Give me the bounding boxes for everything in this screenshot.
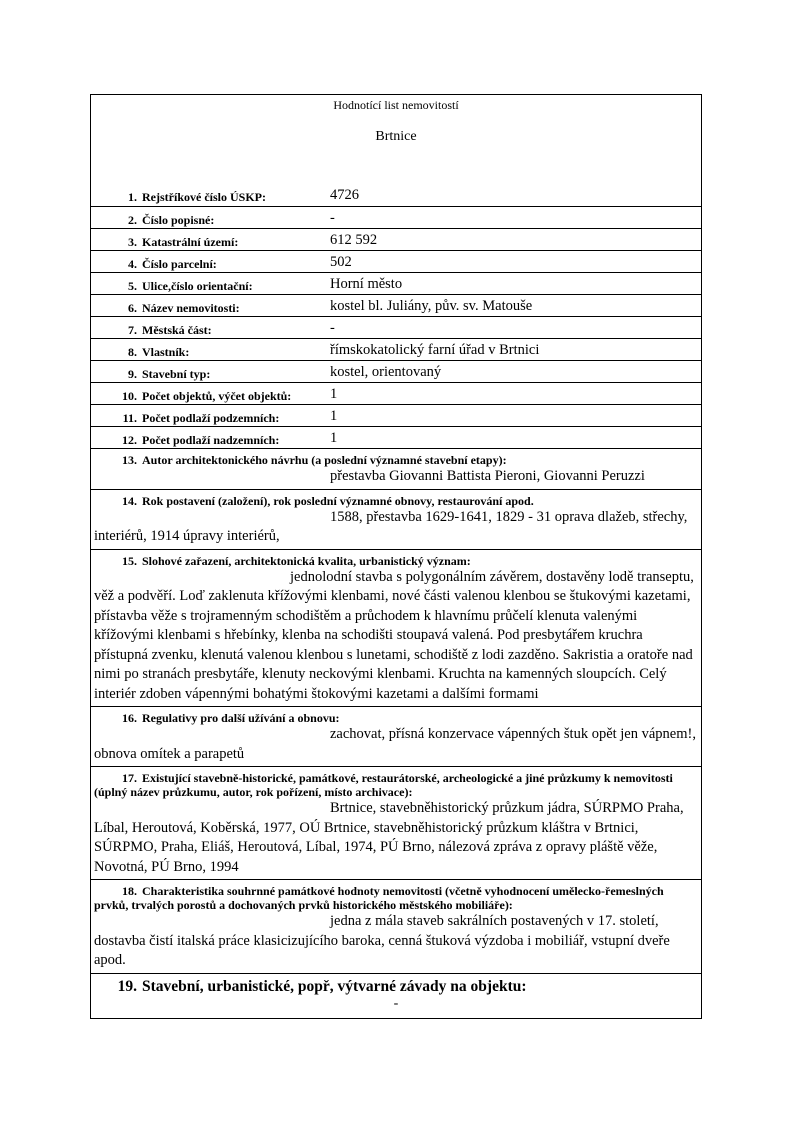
field-row-10 <box>91 383 701 405</box>
section-13 <box>91 449 701 490</box>
section-14 <box>91 490 701 550</box>
field-label: Číslo parcelní: <box>142 257 217 271</box>
field-number: 11. <box>122 411 137 425</box>
section-label: Existující stavebně-historické, památkové, restaurátorské, archeologické a jiné průzkumy k nemovitosti (úplný název průzkumu, autor, rok pořízení, místo archivace): <box>94 771 673 799</box>
field-row-6 <box>91 295 701 317</box>
section-text: jednolodní stavba s polygonálním závěrem, dostavěny lodě transeptu, věž a podvěří. Loď zaklenuta křížovými klenbami, nové části valenou klenbou se štukovými kazetami, přístavba věže s trojramenným schodištěm a průchodem k hlavnímu průčelí klenuta valenými křížovými klenbami s hřebínky, klenba na schodišti stoupavá valená. Pod presbytářem kruchra přístupná zvenku, klenutá valenou klenbou s lunetami, schodiště z lodi zazděno. Sakristia a oratoře nad nimi po stranách presbytáře, klenuty neckovými klenbami. Kruchta na kamenných sloupcích. Celý interiér zdoben vápennými bohatými štokovými kazetami a dalšími formami <box>94 568 694 702</box>
field-number: 12. <box>122 433 137 447</box>
section-number: 17. <box>122 771 137 785</box>
section-heading <box>94 554 698 568</box>
field-label: Vlastník: <box>142 345 190 359</box>
field-row-1 <box>91 184 701 206</box>
field-label: Katastrální území: <box>142 235 239 249</box>
section-number: 14. <box>122 493 137 508</box>
field-number: 5. <box>128 279 137 293</box>
section-label: Rok postavení (založení), rok poslední významné obnovy, restaurování apod. <box>142 493 534 508</box>
section-label: Slohové zařazení, architektonická kvalita, urbanistický význam: <box>142 553 471 568</box>
section-17 <box>91 767 701 880</box>
field-value: kostel bl. Juliány, pův. sv. Matouše <box>330 298 533 314</box>
document-title: Hodnotící list nemovitostí <box>333 98 459 112</box>
field-value: 1 <box>330 430 338 446</box>
section-16 <box>91 707 701 767</box>
section-15 <box>91 550 701 708</box>
section-number: 19. <box>117 977 137 995</box>
section-heading <box>94 884 698 912</box>
field-value: 1 <box>330 386 338 402</box>
field-value: - <box>330 320 335 336</box>
sheet-header <box>91 95 701 207</box>
field-label: Ulice,číslo orientační: <box>142 279 253 293</box>
evaluation-sheet <box>90 94 702 1019</box>
field-number: 7. <box>128 323 137 337</box>
section-18 <box>91 880 701 974</box>
field-label: Název nemovitosti: <box>142 301 240 315</box>
place-name: Brtnice <box>375 129 417 144</box>
section-text: zachovat, přísná konzervace vápenných štuk opět jen vápnem!, obnova omítek a parapetů <box>94 726 696 762</box>
field-row-11 <box>91 405 701 427</box>
field-value: 1 <box>330 408 338 424</box>
field-row-9 <box>91 361 701 383</box>
section-heading <box>94 711 698 725</box>
field-label: Počet objektů, výčet objektů: <box>142 389 292 403</box>
section-label: Charakteristika souhrnné památkové hodnoty nemovitosti (včetně vyhodnocení umělecko-řemeslných prvků, trvalých porostů a dochovaných prvků historického městského mobiliáře): <box>94 884 664 912</box>
field-label: Počet podlaží podzemních: <box>142 411 280 425</box>
section-number: 13. <box>122 453 137 467</box>
section-heading <box>94 494 698 508</box>
field-value: 502 <box>330 254 352 270</box>
field-row-3 <box>91 229 701 251</box>
section-heading <box>94 771 698 799</box>
section-number: 15. <box>122 553 137 568</box>
section-label: Autor architektonického návrhu (a poslední významné stavební etapy): <box>142 453 507 467</box>
field-label: Městská část: <box>142 323 212 337</box>
field-value: 612 592 <box>330 232 378 248</box>
section-label: Stavební, urbanistické, popř, výtvarné závady na objektu: <box>142 977 527 995</box>
field-row-2 <box>91 207 701 229</box>
field-number: 2. <box>128 213 137 227</box>
field-number: 8. <box>128 345 137 359</box>
section-text: jedna z mála staveb sakrálních postavených v 17. století, dostavba čistí italská práce klasicizujícího baroka, cenná štuková výzdoba i mobiliář, vstupní dveře apod. <box>94 913 670 968</box>
field-number: 6. <box>128 301 137 315</box>
section-heading <box>94 453 698 467</box>
field-value: kostel, orientovaný <box>330 364 442 380</box>
section-text: - <box>393 995 399 1011</box>
section-19 <box>91 974 701 1018</box>
field-number: 3. <box>128 235 137 249</box>
field-row-4 <box>91 251 701 273</box>
field-value: římskokatolický farní úřad v Brtnici <box>330 342 540 358</box>
field-number: 1. <box>128 190 137 204</box>
field-value: 4726 <box>330 187 359 203</box>
field-label: Počet podlaží nadzemních: <box>142 433 280 447</box>
section-label: Regulativy pro další užívání a obnovu: <box>142 711 340 725</box>
section-text: přestavba Giovanni Battista Pieroni, Giovanni Peruzzi <box>330 468 645 484</box>
field-label: Rejstříkové číslo ÚSKP: <box>142 190 266 204</box>
section-text: Brtnice, stavebněhistorický průzkum jádra, SÚRPMO Praha, Líbal, Heroutová, Koběrská, 1977, OÚ Brtnice, stavebněhistorický průzkum kláštra v Brtnici, SÚRPMO, Praha, Eliáš, Heroutová, Líbal, 1974, PÚ Brno, nálezová zpráva z opravy pláště věže, Novotná, PÚ Brno, 1994 <box>94 800 684 875</box>
field-value: - <box>330 210 335 226</box>
field-label: Stavební typ: <box>142 367 211 381</box>
field-row-5 <box>91 273 701 295</box>
field-number: 9. <box>128 367 137 381</box>
field-row-7 <box>91 317 701 339</box>
field-number: 10. <box>122 389 137 403</box>
field-value: Horní město <box>330 276 403 292</box>
section-number: 16. <box>122 711 137 725</box>
section-text: 1588, přestavba 1629-1641, 1829 - 31 oprava dlažeb, střechy, interiérů, 1914 úpravy interiérů, <box>94 508 688 544</box>
field-row-8 <box>91 339 701 361</box>
field-label: Číslo popisné: <box>142 213 215 227</box>
field-number: 4. <box>128 257 137 271</box>
section-number: 18. <box>122 884 137 898</box>
field-row-12 <box>91 427 701 449</box>
section-heading <box>94 977 698 996</box>
